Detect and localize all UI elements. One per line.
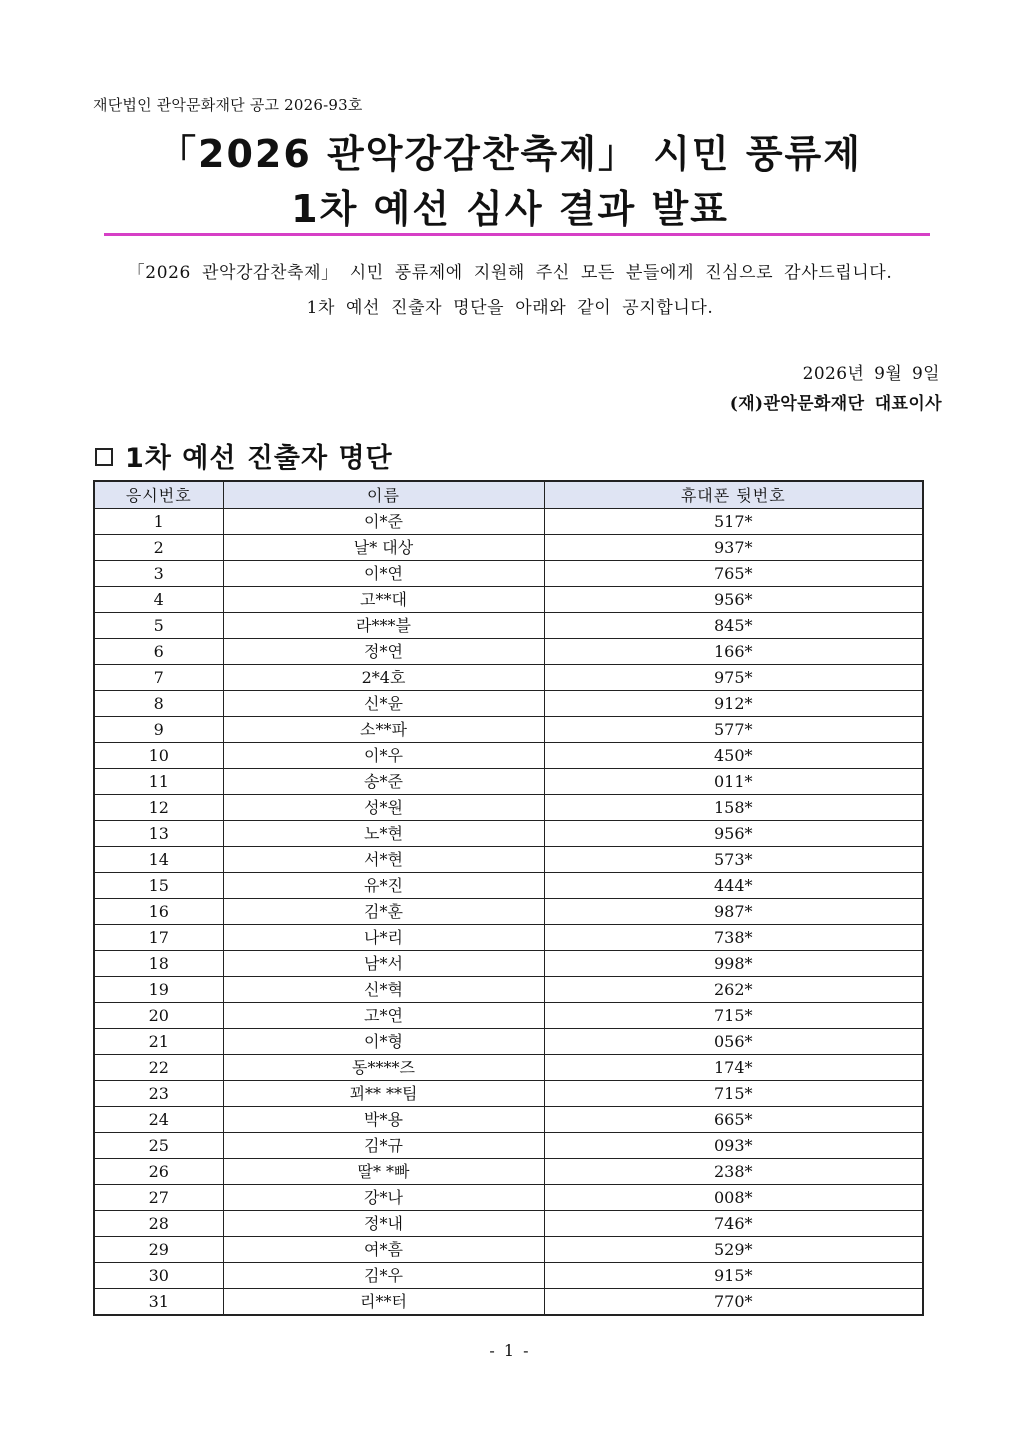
issue-date: 2026년 9월 9일 (802, 364, 940, 384)
page-title-line2: 1차 예선 심사 결과 발표 (291, 187, 729, 231)
cell-phone-suffix: 529* (544, 1237, 923, 1263)
cell-applicant-no: 12 (94, 795, 223, 821)
cell-applicant-no: 7 (94, 665, 223, 691)
title-divider (104, 233, 930, 236)
cell-applicant-no: 3 (94, 561, 223, 587)
cell-applicant-no: 17 (94, 925, 223, 951)
cell-applicant-no: 29 (94, 1237, 223, 1263)
table-row (94, 1263, 923, 1289)
cell-phone-suffix: 915* (544, 1263, 923, 1289)
cell-applicant-no: 10 (94, 743, 223, 769)
cell-name: 유*진 (223, 873, 544, 899)
cell-name: 여*흠 (223, 1237, 544, 1263)
cell-name: 서*현 (223, 847, 544, 873)
cell-name: 꾀** **팀 (223, 1081, 544, 1107)
table-row (94, 847, 923, 873)
cell-phone-suffix: 444* (544, 873, 923, 899)
cell-name: 노*현 (223, 821, 544, 847)
table-row (94, 535, 923, 561)
cell-name: 강*나 (223, 1185, 544, 1211)
cell-phone-suffix: 158* (544, 795, 923, 821)
cell-phone-suffix: 517* (544, 509, 923, 535)
table-row (94, 951, 923, 977)
notice-number: 재단법인 관악문화재단 공고 2026-93호 (93, 96, 363, 114)
cell-phone-suffix: 912* (544, 691, 923, 717)
cell-name: 이*우 (223, 743, 544, 769)
cell-name: 송*준 (223, 769, 544, 795)
cell-name: 동****즈 (223, 1055, 544, 1081)
cell-applicant-no: 30 (94, 1263, 223, 1289)
cell-name: 날* 대상 (223, 535, 544, 561)
cell-phone-suffix: 056* (544, 1029, 923, 1055)
cell-phone-suffix: 238* (544, 1159, 923, 1185)
table-row (94, 1081, 923, 1107)
table-row (94, 795, 923, 821)
cell-phone-suffix: 738* (544, 925, 923, 951)
page-number: - 1 - (489, 1341, 531, 1360)
table-row (94, 613, 923, 639)
table-row (94, 1289, 923, 1316)
finalist-table (93, 480, 924, 1316)
cell-name: 박*용 (223, 1107, 544, 1133)
cell-applicant-no: 9 (94, 717, 223, 743)
table-row (94, 587, 923, 613)
cell-applicant-no: 15 (94, 873, 223, 899)
cell-phone-suffix: 573* (544, 847, 923, 873)
table-row (94, 1055, 923, 1081)
cell-name: 2*4호 (223, 665, 544, 691)
cell-name: 김*규 (223, 1133, 544, 1159)
cell-applicant-no: 22 (94, 1055, 223, 1081)
table-row (94, 1211, 923, 1237)
cell-name: 딸* *빠 (223, 1159, 544, 1185)
cell-name: 정*내 (223, 1211, 544, 1237)
cell-name: 리**터 (223, 1289, 544, 1316)
cell-applicant-no: 18 (94, 951, 223, 977)
table-row (94, 873, 923, 899)
cell-applicant-no: 1 (94, 509, 223, 535)
cell-name: 이*연 (223, 561, 544, 587)
cell-name: 고**대 (223, 587, 544, 613)
cell-phone-suffix: 577* (544, 717, 923, 743)
cell-phone-suffix: 665* (544, 1107, 923, 1133)
cell-name: 신*윤 (223, 691, 544, 717)
cell-applicant-no: 6 (94, 639, 223, 665)
cell-applicant-no: 11 (94, 769, 223, 795)
table-row (94, 977, 923, 1003)
cell-applicant-no: 31 (94, 1289, 223, 1316)
cell-phone-suffix: 450* (544, 743, 923, 769)
cell-applicant-no: 25 (94, 1133, 223, 1159)
table-row (94, 899, 923, 925)
cell-name: 고*연 (223, 1003, 544, 1029)
cell-phone-suffix: 715* (544, 1003, 923, 1029)
cell-phone-suffix: 956* (544, 821, 923, 847)
table-row (94, 821, 923, 847)
table-row (94, 1185, 923, 1211)
cell-applicant-no: 13 (94, 821, 223, 847)
cell-phone-suffix: 746* (544, 1211, 923, 1237)
cell-name: 이*준 (223, 509, 544, 535)
cell-name: 신*혁 (223, 977, 544, 1003)
cell-phone-suffix: 998* (544, 951, 923, 977)
cell-phone-suffix: 715* (544, 1081, 923, 1107)
cell-applicant-no: 16 (94, 899, 223, 925)
cell-applicant-no: 8 (94, 691, 223, 717)
cell-phone-suffix: 765* (544, 561, 923, 587)
cell-name: 소**파 (223, 717, 544, 743)
cell-name: 라***블 (223, 613, 544, 639)
issuer-signature: (재)관악문화재단 대표이사 (729, 394, 942, 414)
cell-applicant-no: 4 (94, 587, 223, 613)
cell-phone-suffix: 093* (544, 1133, 923, 1159)
cell-applicant-no: 20 (94, 1003, 223, 1029)
cell-applicant-no: 2 (94, 535, 223, 561)
cell-applicant-no: 14 (94, 847, 223, 873)
cell-name: 이*형 (223, 1029, 544, 1055)
table-row (94, 1159, 923, 1185)
cell-phone-suffix: 166* (544, 639, 923, 665)
cell-phone-suffix: 845* (544, 613, 923, 639)
cell-phone-suffix: 008* (544, 1185, 923, 1211)
table-row (94, 1237, 923, 1263)
cell-phone-suffix: 262* (544, 977, 923, 1003)
page-title-line1: 「2026 관악강감찬축제」 시민 풍류제 (158, 132, 862, 176)
table-row (94, 1133, 923, 1159)
table-row (94, 1107, 923, 1133)
cell-applicant-no: 21 (94, 1029, 223, 1055)
cell-applicant-no: 23 (94, 1081, 223, 1107)
cell-name: 나*리 (223, 925, 544, 951)
cell-name: 정*연 (223, 639, 544, 665)
table-row (94, 743, 923, 769)
cell-applicant-no: 28 (94, 1211, 223, 1237)
cell-phone-suffix: 975* (544, 665, 923, 691)
table-row (94, 561, 923, 587)
cell-phone-suffix: 770* (544, 1289, 923, 1316)
section-heading (95, 436, 393, 475)
table-row (94, 925, 923, 951)
cell-phone-suffix: 956* (544, 587, 923, 613)
column-header-phone-suffix: 휴대폰 뒷번호 (544, 481, 923, 509)
table-row (94, 639, 923, 665)
table-body (94, 509, 923, 1316)
table-row (94, 769, 923, 795)
column-header-name: 이름 (223, 481, 544, 509)
cell-name: 남*서 (223, 951, 544, 977)
table-row (94, 665, 923, 691)
cell-applicant-no: 5 (94, 613, 223, 639)
column-header-applicant-no: 응시번호 (94, 481, 223, 509)
cell-phone-suffix: 937* (544, 535, 923, 561)
table-row (94, 1029, 923, 1055)
cell-phone-suffix: 987* (544, 899, 923, 925)
checkbox-icon (95, 448, 113, 466)
cell-applicant-no: 27 (94, 1185, 223, 1211)
cell-applicant-no: 19 (94, 977, 223, 1003)
cell-phone-suffix: 174* (544, 1055, 923, 1081)
cell-applicant-no: 26 (94, 1159, 223, 1185)
intro-line1: 「2026 관악강감찬축제」 시민 풍류제에 지원해 주신 모든 분들에게 진심으로 감사드립니다. (127, 263, 893, 283)
intro-line2: 1차 예선 진출자 명단을 아래와 같이 공지합니다. (306, 298, 714, 318)
table-row (94, 717, 923, 743)
table-header-row (94, 481, 923, 509)
section-heading-label: 1차 예선 진출자 명단 (125, 443, 393, 474)
cell-phone-suffix: 011* (544, 769, 923, 795)
table-row (94, 691, 923, 717)
cell-name: 김*훈 (223, 899, 544, 925)
cell-name: 김*우 (223, 1263, 544, 1289)
table-row (94, 509, 923, 535)
cell-applicant-no: 24 (94, 1107, 223, 1133)
cell-name: 성*원 (223, 795, 544, 821)
table-row (94, 1003, 923, 1029)
